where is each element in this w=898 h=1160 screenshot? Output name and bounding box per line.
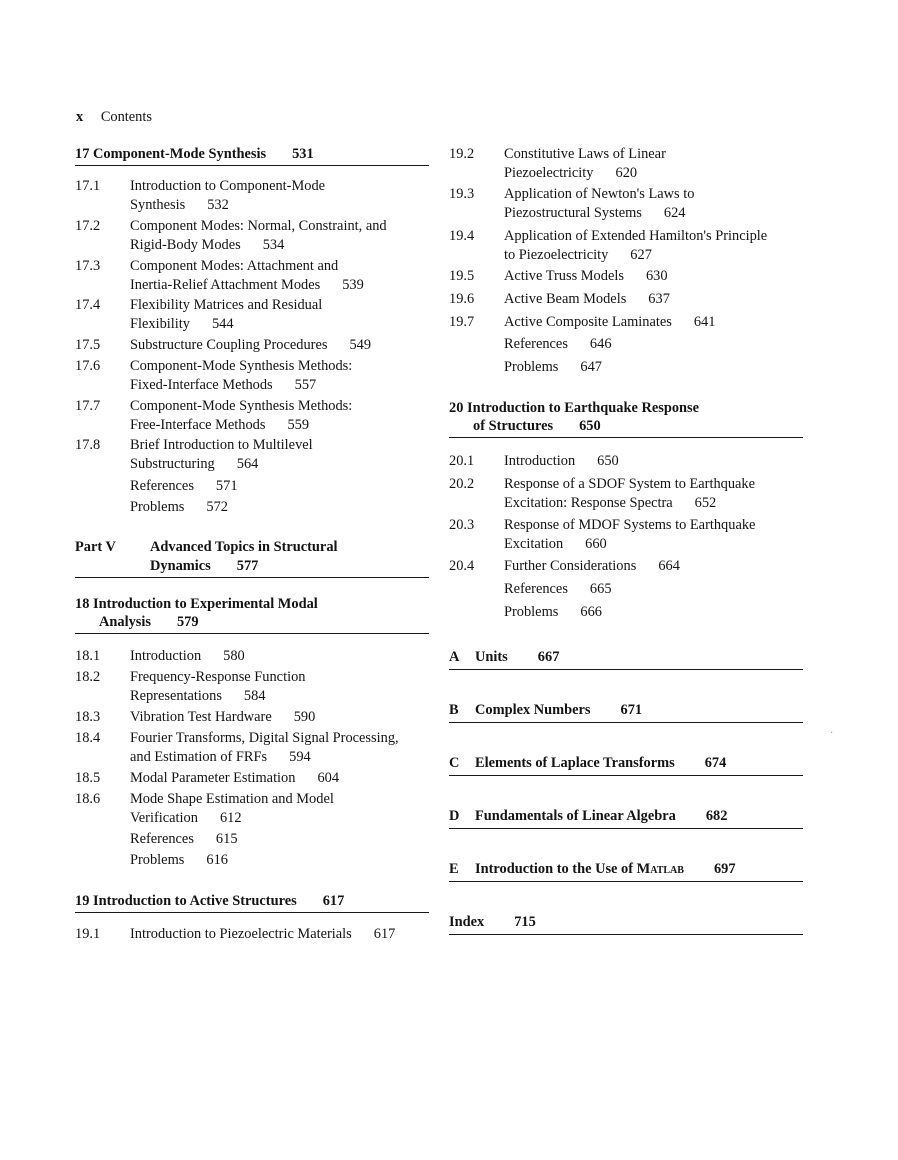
page-ref: 544 bbox=[211, 315, 234, 332]
running-title: Contents bbox=[100, 109, 152, 125]
page-ref: 715 bbox=[514, 914, 536, 930]
section-title-line: Brief Introduction to Multilevel bbox=[130, 437, 313, 453]
page-ref: 549 bbox=[349, 337, 372, 353]
chapter-title: 17 Component-Mode Synthesis bbox=[75, 146, 267, 162]
toc-entry bbox=[75, 257, 429, 294]
toc-entry bbox=[75, 769, 429, 788]
toc-entry bbox=[75, 357, 429, 394]
appendix-title: Complex Numbers bbox=[475, 702, 591, 718]
page-ref: 637 bbox=[648, 291, 670, 307]
page-ref: 534 bbox=[262, 236, 285, 253]
section-title-line: Modal Parameter Estimation 604 bbox=[130, 770, 340, 786]
section-title-line: Vibration Test Hardware 590 bbox=[130, 709, 316, 725]
section-title-line: Introduction to Piezoelectric Materials 617 bbox=[130, 926, 396, 942]
toc-entry bbox=[449, 313, 803, 332]
page-ref: 557 bbox=[294, 376, 317, 393]
appendix-title: Fundamentals of Linear Algebra bbox=[475, 808, 676, 824]
section-title-line: Active Truss Models 630 bbox=[504, 268, 668, 284]
section-title bbox=[504, 313, 803, 332]
section-number: 19.5 bbox=[449, 268, 475, 284]
appendix-title: Index bbox=[449, 914, 485, 930]
section-title bbox=[504, 557, 803, 576]
section-number: 19.7 bbox=[449, 314, 475, 330]
page-ref: 646 bbox=[589, 336, 612, 352]
page-ref: 665 bbox=[589, 581, 612, 597]
section-title bbox=[130, 647, 429, 666]
toc-entry bbox=[75, 177, 429, 214]
section-number: 18.5 bbox=[75, 770, 101, 786]
page-ref: 664 bbox=[658, 558, 680, 574]
page-ref: 650 bbox=[597, 453, 619, 469]
section-title-line: Component Modes: Attachment and bbox=[130, 258, 339, 274]
page-ref: 624 bbox=[663, 204, 686, 221]
appendix-letter: C bbox=[449, 755, 460, 771]
section-title bbox=[504, 185, 803, 222]
page-ref: 697 bbox=[713, 861, 736, 877]
toc-entry bbox=[75, 336, 429, 355]
section-number: 17.3 bbox=[75, 258, 101, 274]
toc-entry bbox=[449, 557, 803, 576]
page-ref: 627 bbox=[630, 246, 652, 263]
section-title-line: and Estimation of FRFs 594 bbox=[130, 748, 311, 765]
section-number: 19.3 bbox=[449, 186, 475, 202]
appendix-heading bbox=[449, 754, 803, 776]
page-ref: 584 bbox=[243, 687, 266, 704]
section-title-line: Active Beam Models 637 bbox=[504, 291, 670, 307]
section-title-line: Flexibility Matrices and Residual bbox=[130, 297, 323, 313]
appendix-letter: D bbox=[449, 808, 460, 824]
chapter-title: 20 Introduction to Earthquake Response bbox=[449, 400, 700, 416]
section-title bbox=[130, 336, 429, 355]
section-number: 17.7 bbox=[75, 398, 101, 414]
section-title-line: Response of MDOF Systems to Earthquake bbox=[504, 517, 756, 533]
appendix-letter: E bbox=[449, 861, 459, 877]
section-title bbox=[130, 257, 429, 294]
appendix-letter: B bbox=[449, 702, 459, 718]
section-title-line: Active Composite Laminates 641 bbox=[504, 314, 716, 330]
page-ref: 572 bbox=[206, 499, 228, 515]
toc-entry bbox=[449, 475, 803, 512]
toc-entry bbox=[449, 185, 803, 222]
section-number: 18.4 bbox=[75, 730, 101, 746]
page-ref: 571 bbox=[215, 478, 238, 494]
section-title-line: Application of Extended Hamilton's Principle bbox=[504, 228, 768, 244]
page-ref: 612 bbox=[219, 809, 242, 826]
page-ref: 532 bbox=[207, 196, 229, 213]
page-ref: 660 bbox=[585, 535, 607, 552]
page-ref: 577 bbox=[236, 557, 259, 574]
section-number: 18.2 bbox=[75, 669, 101, 685]
section-title bbox=[504, 267, 803, 286]
page-ref: 650 bbox=[579, 418, 601, 434]
toc-entry bbox=[75, 436, 429, 473]
section-title bbox=[130, 177, 429, 214]
section-title-line: Introduction 650 bbox=[504, 453, 619, 469]
page-ref: 604 bbox=[317, 770, 340, 786]
subentry-title: References bbox=[504, 581, 568, 597]
section-number: 17.2 bbox=[75, 218, 101, 234]
page-ref: 580 bbox=[223, 648, 245, 664]
section-number: 19.2 bbox=[449, 146, 475, 162]
section-number: 17.1 bbox=[75, 178, 101, 194]
section-title bbox=[130, 925, 429, 944]
section-title-line: Application of Newton's Laws to bbox=[504, 186, 695, 202]
subentry-title: Problems bbox=[130, 499, 185, 515]
subentry-title: Problems bbox=[504, 359, 559, 375]
toc-entry bbox=[75, 647, 429, 666]
toc-subentry bbox=[75, 830, 429, 849]
appendix-heading bbox=[449, 648, 803, 670]
page-ref: 620 bbox=[615, 164, 638, 181]
appendix-title-smallcaps: Matlab bbox=[636, 861, 684, 877]
section-title bbox=[130, 769, 429, 788]
section-number: 17.6 bbox=[75, 358, 101, 374]
chapter-title-continued: of Structures 650 bbox=[473, 418, 601, 434]
section-title-line: Component-Mode Synthesis Methods: bbox=[130, 398, 353, 414]
section-title-line: Free-Interface Methods 559 bbox=[130, 416, 310, 433]
page-number: x bbox=[76, 109, 84, 125]
subentry-title: References bbox=[130, 831, 194, 847]
appendix-heading bbox=[449, 701, 803, 723]
toc-entry bbox=[449, 145, 803, 182]
section-title-line: Fourier Transforms, Digital Signal Processing, bbox=[130, 730, 399, 746]
section-title bbox=[504, 290, 803, 309]
section-title-line: Rigid-Body Modes 534 bbox=[130, 236, 285, 253]
page-ref: 647 bbox=[580, 359, 602, 375]
toc-subentry bbox=[449, 358, 803, 377]
section-title-line: to Piezoelectricity 627 bbox=[504, 246, 652, 263]
toc-entry bbox=[75, 790, 429, 827]
section-number: 18.1 bbox=[75, 648, 101, 664]
section-title bbox=[504, 516, 803, 553]
toc-entry bbox=[75, 217, 429, 254]
toc-entry bbox=[75, 397, 429, 434]
section-title-line: Frequency-Response Function bbox=[130, 669, 306, 685]
chapter-heading bbox=[75, 145, 429, 166]
section-title bbox=[504, 452, 803, 471]
toc-subentry bbox=[449, 335, 803, 354]
toc-subentry bbox=[449, 580, 803, 599]
section-number: 19.4 bbox=[449, 228, 475, 244]
page-ref: 616 bbox=[206, 852, 228, 868]
toc-entry bbox=[449, 452, 803, 471]
toc-entry bbox=[449, 227, 803, 264]
section-title-line: Substructuring 564 bbox=[130, 455, 259, 472]
page-ref: 594 bbox=[289, 748, 311, 765]
section-number: 19.1 bbox=[75, 926, 101, 942]
section-title-line: Mode Shape Estimation and Model bbox=[130, 791, 334, 807]
section-number: 17.5 bbox=[75, 337, 101, 353]
page-ref: 630 bbox=[645, 268, 668, 284]
section-number: 20.3 bbox=[449, 517, 475, 533]
subentry-title: Problems bbox=[504, 604, 559, 620]
page-ref: 682 bbox=[705, 808, 728, 824]
page-ref: 652 bbox=[694, 494, 717, 511]
page-ref: 641 bbox=[693, 314, 716, 330]
appendix-title: Units bbox=[475, 649, 508, 665]
chapter-heading bbox=[75, 595, 429, 634]
toc-entry bbox=[75, 668, 429, 705]
section-title-line: Substructure Coupling Procedures 549 bbox=[130, 337, 372, 353]
section-number: 18.6 bbox=[75, 791, 101, 807]
chapter-heading bbox=[75, 892, 429, 913]
running-header bbox=[76, 109, 152, 126]
section-title-line: Component-Mode Synthesis Methods: bbox=[130, 358, 353, 374]
toc-entry bbox=[449, 516, 803, 553]
section-title-line: Synthesis 532 bbox=[130, 196, 229, 213]
appendix-heading bbox=[449, 860, 803, 882]
toc-subentry bbox=[75, 498, 429, 517]
section-title bbox=[130, 729, 429, 766]
section-title bbox=[130, 708, 429, 727]
section-number: 18.3 bbox=[75, 709, 101, 725]
appendix-letter: A bbox=[449, 649, 460, 665]
page-ref: 615 bbox=[215, 831, 238, 847]
section-title-line: Introduction to Component-Mode bbox=[130, 178, 326, 194]
page-ref: 617 bbox=[322, 893, 345, 909]
toc-entry bbox=[75, 708, 429, 727]
toc-subentry bbox=[75, 477, 429, 496]
section-number: 19.6 bbox=[449, 291, 475, 307]
section-title-line: Excitation 660 bbox=[504, 535, 607, 552]
page-ref: 674 bbox=[704, 755, 727, 771]
appendix-title: Introduction to the Use of bbox=[475, 861, 637, 877]
section-title bbox=[130, 397, 429, 434]
section-number: 20.1 bbox=[449, 453, 475, 469]
part-title bbox=[150, 538, 338, 575]
section-title bbox=[130, 436, 429, 473]
section-number: 17.4 bbox=[75, 297, 101, 313]
section-title bbox=[504, 475, 803, 512]
section-title bbox=[130, 217, 429, 254]
section-title bbox=[130, 296, 429, 333]
page-ref: 559 bbox=[287, 416, 310, 433]
section-number: 20.4 bbox=[449, 558, 475, 574]
page-ref: 666 bbox=[580, 604, 602, 620]
toc-entry bbox=[449, 267, 803, 286]
section-title-line: Fixed-Interface Methods 557 bbox=[130, 376, 317, 393]
part-label: Part V bbox=[75, 539, 116, 555]
section-title bbox=[130, 357, 429, 394]
section-title bbox=[130, 790, 429, 827]
section-number: 20.2 bbox=[449, 476, 475, 492]
page-ref: 617 bbox=[373, 926, 396, 942]
section-title-line: Response of a SDOF System to Earthquake bbox=[504, 476, 756, 492]
page-ref: 539 bbox=[342, 276, 364, 293]
toc-entry bbox=[75, 296, 429, 333]
section-title-line: Excitation: Response Spectra 652 bbox=[504, 494, 717, 511]
appendix-heading bbox=[449, 807, 803, 829]
section-title-line: Piezostructural Systems 624 bbox=[504, 204, 686, 221]
subentry-title: Problems bbox=[130, 852, 185, 868]
page-ref: 590 bbox=[293, 709, 316, 725]
section-title-line: Piezoelectricity 620 bbox=[504, 164, 638, 181]
toc-subentry bbox=[75, 851, 429, 870]
section-title-line: Representations 584 bbox=[130, 687, 266, 704]
section-title bbox=[504, 145, 803, 182]
page-ref: 564 bbox=[236, 455, 259, 472]
part-title-line: Dynamics 577 bbox=[150, 557, 259, 574]
section-title-line: Flexibility 544 bbox=[130, 315, 234, 332]
toc-subentry bbox=[449, 603, 803, 622]
section-title-line: Further Considerations 664 bbox=[504, 558, 680, 574]
section-title-line: Inertia-Relief Attachment Modes 539 bbox=[130, 276, 364, 293]
toc-entry bbox=[75, 925, 429, 944]
page-ref: 579 bbox=[176, 614, 199, 630]
part-title-line: Advanced Topics in Structural bbox=[150, 539, 338, 555]
section-title-line: Constitutive Laws of Linear bbox=[504, 146, 666, 162]
part-heading bbox=[75, 538, 429, 578]
page-ref: 531 bbox=[292, 146, 314, 162]
toc-entry bbox=[75, 729, 429, 766]
section-number: 17.8 bbox=[75, 437, 101, 453]
chapter-title: 18 Introduction to Experimental Modal bbox=[75, 596, 318, 612]
page-ref: 667 bbox=[537, 649, 560, 665]
subentry-title: References bbox=[504, 336, 568, 352]
subentry-title: References bbox=[130, 478, 194, 494]
toc-entry bbox=[449, 290, 803, 309]
appendix-heading bbox=[449, 913, 803, 935]
page-ref: 671 bbox=[620, 702, 643, 718]
section-title bbox=[130, 668, 429, 705]
section-title-line: Introduction 580 bbox=[130, 648, 245, 664]
chapter-title-continued: Analysis 579 bbox=[99, 614, 199, 630]
scan-speck: · bbox=[830, 728, 834, 739]
section-title bbox=[504, 227, 803, 264]
section-title-line: Component Modes: Normal, Constraint, and bbox=[130, 218, 387, 234]
chapter-heading bbox=[449, 399, 803, 438]
chapter-title: 19 Introduction to Active Structures bbox=[75, 893, 297, 909]
section-title-line: Verification 612 bbox=[130, 809, 242, 826]
appendix-title: Elements of Laplace Transforms bbox=[475, 755, 675, 771]
